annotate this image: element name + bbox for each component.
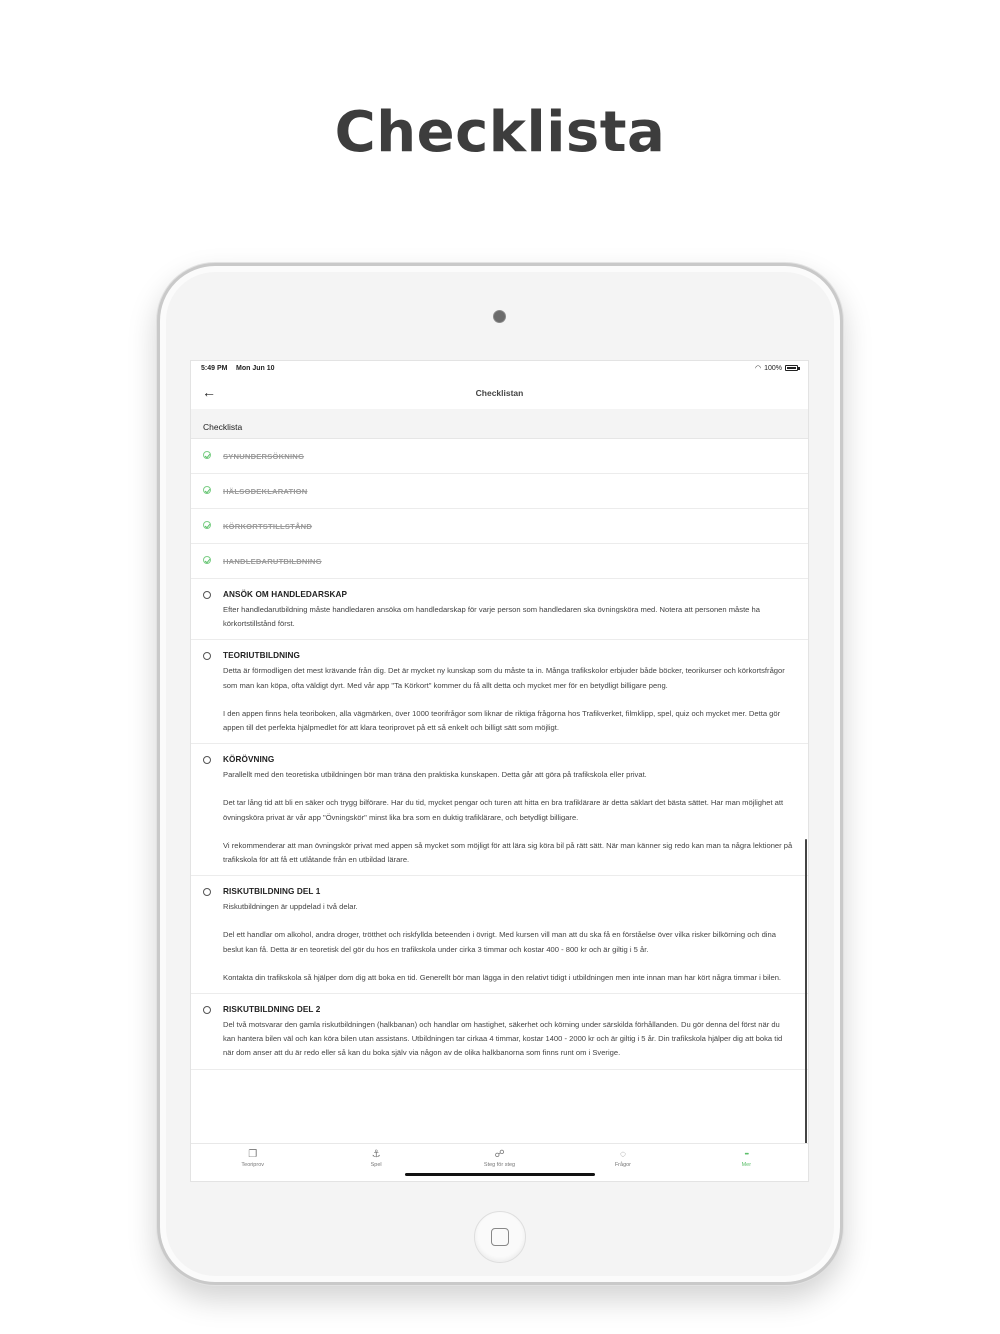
camera-icon xyxy=(493,310,506,323)
nav-title: Checklistan xyxy=(475,388,524,398)
checklist-item-description: Det tar lång tid att bli en säker och trygg bilförare. Har du tid, mycket pengar och turen att hitta en bra trafiklärare är detta säklart det bästa sättet. Har man möjlighet att övningsköra privat är vår app "Övningskör" minst lika bra som en duktig trafiklärare, och betydligt billigare. xyxy=(223,798,784,822)
page-headline: Checklista xyxy=(334,100,666,165)
checklist-item-description: Kontakta din trafikskola så hjälper dom dig att boka en tid. Generellt bör man lägga in den relativt tidigt i utbildningen men inte innan man har kört några timmar i bilen. xyxy=(223,972,782,982)
tab-label: Frågor xyxy=(614,1162,632,1168)
checklist-item-label: TEORIUTBILDNING xyxy=(223,651,301,661)
checklist-item-description: Del ett handlar om alkohol, andra droger, trötthet och riskfyllda beteenden i övrigt. Med kursen vill man att du ska få en förståelse över vilka risker bilkörning och dina beslut kan få. Detta är en teoretisk del gör du hos en trafikskola under cirka 3 timmar och kostar 400 - 800 kr och är giltig i 5 år. xyxy=(223,930,776,954)
checklist-item-label: RISKUTBILDNING DEL 1 xyxy=(223,887,321,897)
checklist-item[interactable] xyxy=(191,640,808,744)
checklist-item[interactable] xyxy=(191,876,808,994)
check-circle-icon[interactable] xyxy=(203,486,211,494)
status-right xyxy=(755,364,798,372)
checklist-item-description: Riskutbildningen är uppdelad i två delar. xyxy=(223,902,358,912)
home-indicator xyxy=(405,1173,595,1176)
check-circle-icon[interactable] xyxy=(203,451,211,459)
checklist-item-description: I den appen finns hela teoriboken, alla vägmärken, över 1000 teorifrågor som liknar de riktiga frågorna hos Trafikverket, filmklipp, spel, quiz och mycket mer. Detta gör appen till det perfekta hjälpmedlet för att klara teoriprovet på ett så enkelt och billigt sätt som möjligt. xyxy=(223,708,781,733)
checklist-item-description: Efter handledarutbildning måste handledaren ansöka om handledarskap för varje person som handledaren ska övningsköra med. Notera att personen måste ha körkortstillstånd först. xyxy=(223,605,760,629)
checklist-item-description: Parallellt med den teoretiska utbildningen bör man träna den praktiska kunskapen. Detta går att göra på trafikskola eller privat. xyxy=(223,770,647,780)
clipboard-icon: ❐ xyxy=(248,1149,258,1160)
more-icon: ••• xyxy=(744,1152,748,1158)
tab-mer[interactable] xyxy=(685,1144,808,1181)
tab-label: Spel xyxy=(370,1162,382,1168)
checklist-item[interactable] xyxy=(191,579,808,640)
tab-label: Mer xyxy=(741,1162,752,1168)
checklist-item-label: KÖRÖVNING xyxy=(223,755,275,765)
battery-percent: 100% xyxy=(764,364,782,372)
tab-label: Steg för steg xyxy=(483,1162,516,1168)
checklist-item-label: KÖRKORTSTILLSTÅND xyxy=(223,522,313,531)
checklist-item-label: HÄLSODEKLARATION xyxy=(223,487,308,496)
checklist-item-label: ANSÖK OM HANDLEDARSKAP xyxy=(223,590,348,599)
checklist-item-done[interactable] xyxy=(191,509,808,544)
section-header xyxy=(191,409,808,439)
checklist-item-done[interactable] xyxy=(191,439,808,474)
tab-teoriprov[interactable] xyxy=(191,1144,314,1181)
joystick-icon: ⚓ xyxy=(371,1149,381,1160)
home-square-icon xyxy=(491,1228,509,1246)
checklist-item-label: SYNUNDERSÖKNING xyxy=(223,452,305,461)
checklist-item-description: Detta är förmodligen det mest krävande från dig. Det är mycket ny kunskap som du måste ta in. Många trafikskolor erbjuder både böcker, teorikurser och körkortsfrågor som man kan köpa, ofta väldigt dyrt. Med vår app "Ta Körkort" kommer du få allt detta och mycket mer för en betydligt billigare peng. xyxy=(223,666,785,690)
status-time: 5:49 PM xyxy=(201,365,228,372)
checklist-item[interactable] xyxy=(191,744,808,876)
empty-circle-icon[interactable] xyxy=(203,591,211,599)
checklist-item-description: Del två motsvarar den gamla riskutbildningen (halkbanan) och handlar om hastighet, säkerhet och körning under särskilda förhållanden. Du gör denna del först när du kan hantera bilen väl och kan köra bilen utan assistans. Utbildningen tar cirkaa 4 timmar, kostar 1400 - 2000 kr och är giltig i 5 år. Din trafikskola hjälper dig att boka tid när dom anser att du är redo eller så kan du boka själv via någon av de olika halkbanorna som finns runt om i Sverige. xyxy=(223,1020,783,1058)
chat-icon: ◌ xyxy=(619,1149,626,1160)
checklist-item-description: Vi rekommenderar att man övningskör privat med appen så mycket som möjligt för att lära sig köra bil på rätt sätt. När man känner sig redo kan man ta några lektioner på trafikskola för att få ett utlåtande från en utbildad lärare. xyxy=(223,840,793,865)
check-circle-icon[interactable] xyxy=(203,556,211,564)
app-screen xyxy=(190,360,809,1182)
scroll-indicator[interactable] xyxy=(805,839,807,1182)
checklist-item-done[interactable] xyxy=(191,544,808,579)
nav-bar xyxy=(191,377,808,409)
empty-circle-icon[interactable] xyxy=(203,756,211,764)
empty-circle-icon[interactable] xyxy=(203,888,211,896)
checklist-item-label: RISKUTBILDNING DEL 2 xyxy=(223,1005,321,1015)
empty-circle-icon[interactable] xyxy=(203,652,211,660)
checklist xyxy=(191,439,808,1070)
status-bar xyxy=(191,361,808,377)
empty-circle-icon[interactable] xyxy=(203,1006,211,1014)
battery-icon xyxy=(785,365,798,371)
steps-icon: ☍ xyxy=(494,1149,505,1160)
status-date: Mon Jun 10 xyxy=(236,365,275,372)
home-button[interactable] xyxy=(474,1211,526,1263)
check-circle-icon[interactable] xyxy=(203,521,211,529)
tab-label: Teoriprov xyxy=(241,1162,265,1168)
checklist-item[interactable] xyxy=(191,994,808,1070)
checklist-item-label: HANDLEDARUTBILDNING xyxy=(223,557,322,566)
wifi-icon: ◠ xyxy=(754,365,762,372)
section-title: Checklista xyxy=(203,422,243,432)
checklist-item-done[interactable] xyxy=(191,474,808,509)
back-arrow-icon[interactable]: ← xyxy=(202,384,216,400)
